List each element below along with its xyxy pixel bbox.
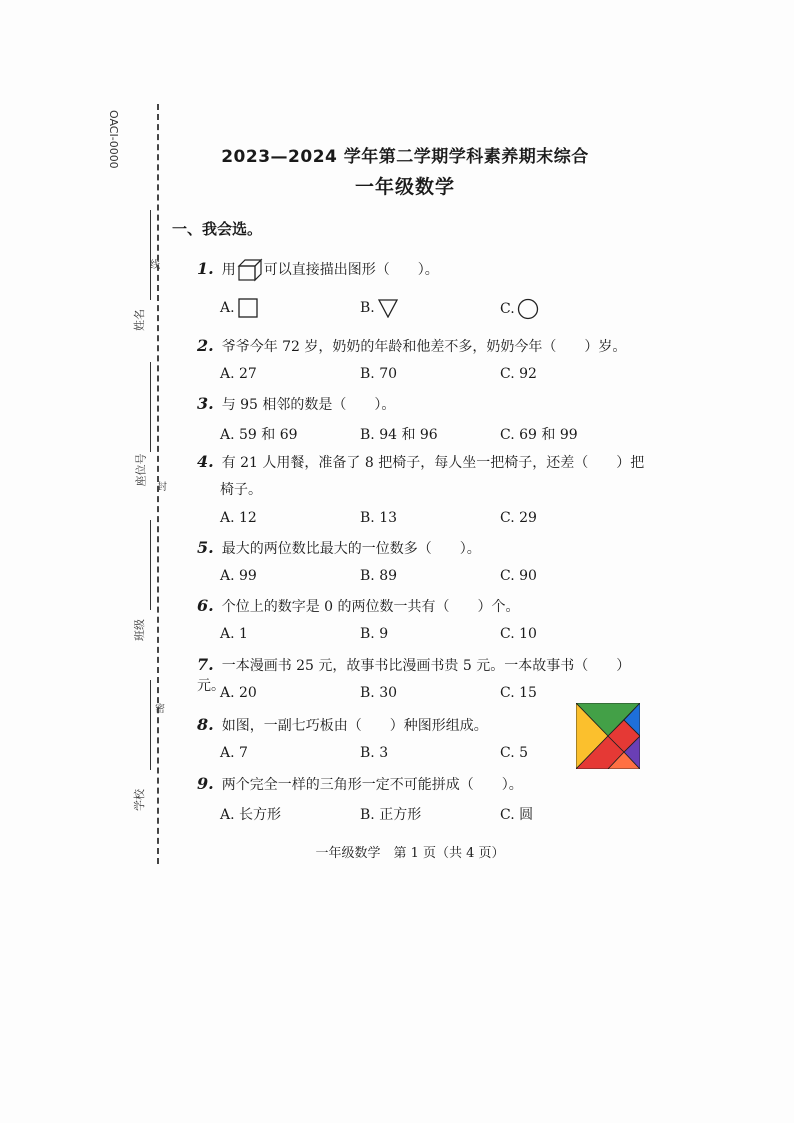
question-9	[197, 774, 657, 795]
question-2	[197, 336, 657, 357]
page-subtitle: 一年级数学	[354, 176, 455, 198]
question-text: 如图，一副七巧板由（ ）种图形组成。	[221, 718, 488, 734]
question-text: 最大的两位数比最大的一位数多（ ）。	[221, 541, 481, 557]
option-c[interactable]: C. 29	[500, 510, 537, 526]
class-label: 班级	[133, 619, 146, 641]
question-text: 两个完全一样的三角形一定不可能拼成（ ）。	[221, 777, 523, 793]
option-a[interactable]: A. 20	[220, 685, 257, 701]
page-title: 2023—2024 学年第二学期学科素养期末综合	[221, 147, 589, 167]
option-c[interactable]: C. 92	[500, 366, 537, 382]
question-number: 9.	[197, 774, 214, 793]
question-text: 个位上的数字是 0 的两位数一共有（ ）个。	[221, 599, 520, 615]
question-text: 与 95 相邻的数是（ ）。	[221, 397, 396, 413]
question-text: 有 21 人用餐，准备了 8 把椅子，每人坐一把椅子，还差（ ）把	[221, 455, 645, 471]
name-line	[150, 210, 151, 300]
question-number: 6.	[197, 596, 214, 615]
question-4-continued: 椅子。	[220, 482, 262, 498]
option-a[interactable]: A. 99	[220, 568, 257, 584]
option-b[interactable]: B. 30	[360, 685, 398, 701]
option-c[interactable]: C. 5	[500, 745, 529, 761]
question-1	[197, 258, 657, 282]
circle-icon	[517, 298, 539, 320]
question-8	[197, 715, 567, 736]
question-text: 爷爷今年 72 岁，奶奶的年龄和他差不多，奶奶今年（ ）岁。	[221, 339, 627, 355]
question-text: 可以直接描出图形（ ）。	[263, 262, 439, 278]
option-c[interactable]: C. 10	[500, 626, 537, 642]
option-b[interactable]: B. 94 和 96	[360, 427, 438, 443]
side-code: OACI-0000	[107, 110, 120, 169]
tick-mi: 密	[155, 704, 165, 715]
option-a[interactable]: A. 12	[220, 510, 257, 526]
school-line	[150, 680, 151, 770]
question-number: 3.	[197, 394, 214, 413]
option-c[interactable]: C.	[500, 298, 539, 320]
question-number: 7.	[197, 655, 214, 674]
seat-label: 座位号	[134, 453, 148, 487]
tick-feng: 封	[157, 482, 167, 493]
option-b[interactable]: B. 正方形	[360, 807, 422, 823]
triangle-down-icon	[377, 298, 399, 318]
option-c[interactable]: C. 90	[500, 568, 537, 584]
option-b[interactable]: B. 13	[360, 510, 398, 526]
cube-icon	[237, 258, 263, 282]
question-4	[197, 452, 657, 473]
tick-xian: 线	[150, 260, 160, 271]
school-label: 学校	[133, 789, 146, 811]
square-icon	[237, 298, 259, 318]
option-a[interactable]: A. 7	[220, 745, 248, 761]
option-c[interactable]: C. 圆	[500, 807, 534, 823]
option-c[interactable]: C. 15	[500, 685, 537, 701]
question-text: 一本漫画书 25 元，故事书比漫画书贵 5 元。一本故事书（ ）元。	[197, 658, 631, 694]
option-b[interactable]: B. 9	[360, 626, 389, 642]
tangram-image	[576, 703, 640, 769]
question-3	[197, 394, 657, 415]
question-number: 1.	[197, 259, 214, 278]
option-b[interactable]: B. 70	[360, 366, 398, 382]
option-a[interactable]: A. 长方形	[220, 807, 282, 823]
question-number: 5.	[197, 538, 214, 557]
name-label: 姓名	[133, 309, 146, 331]
option-a[interactable]: A. 27	[220, 366, 257, 382]
question-number: 8.	[197, 715, 214, 734]
option-a[interactable]: A. 59 和 69	[220, 427, 298, 443]
option-c[interactable]: C. 69 和 99	[500, 427, 578, 443]
question-number: 2.	[197, 336, 214, 355]
seat-line	[150, 362, 151, 452]
question-5	[197, 538, 657, 559]
class-line	[150, 520, 151, 610]
option-a[interactable]: A. 1	[220, 626, 248, 642]
question-6	[197, 596, 657, 617]
question-7	[197, 655, 657, 696]
option-b[interactable]: B. 89	[360, 568, 398, 584]
section-heading: 一、我会选。	[172, 220, 263, 238]
option-b[interactable]: B.	[360, 298, 399, 318]
question-number: 4.	[197, 452, 214, 471]
page-footer: 一年级数学 第 1 页（共 4 页）	[315, 846, 505, 861]
option-a[interactable]: A.	[220, 298, 259, 318]
question-text: 用	[221, 262, 236, 278]
option-b[interactable]: B. 3	[360, 745, 389, 761]
